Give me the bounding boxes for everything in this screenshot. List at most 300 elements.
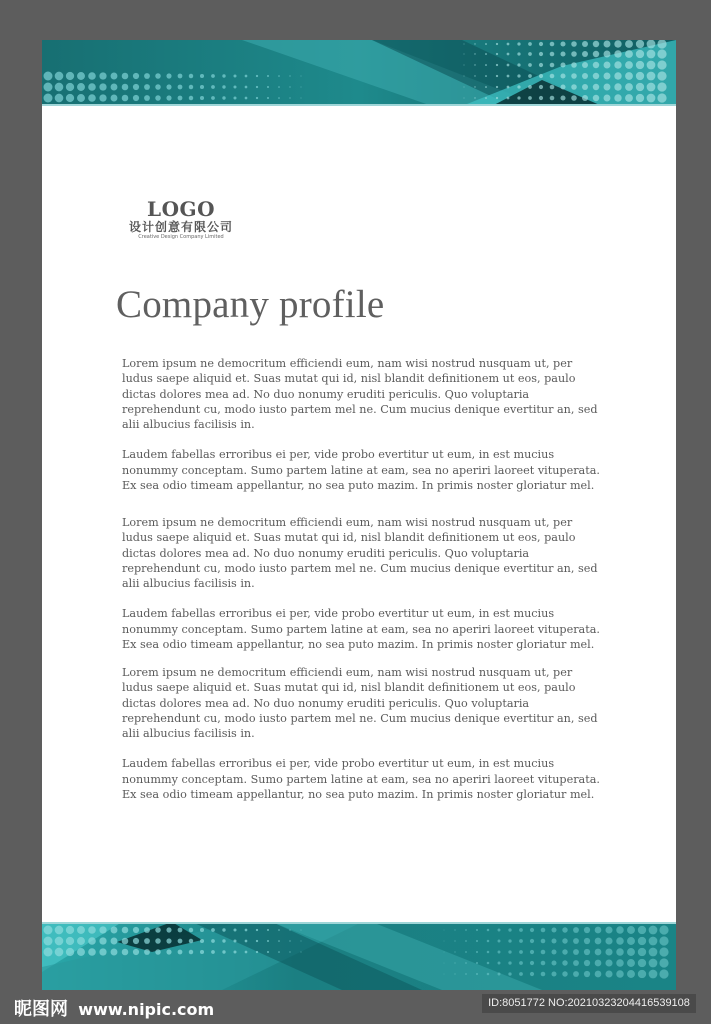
halftone-dot — [99, 72, 106, 79]
halftone-dot — [476, 973, 478, 975]
logo-company-name-cn: 设计创意有限公司 — [128, 220, 233, 234]
halftone-dot — [133, 938, 139, 944]
halftone-dot — [111, 84, 118, 91]
halftone-dot — [211, 928, 215, 932]
halftone-dot — [55, 926, 64, 935]
halftone-dot — [625, 72, 633, 80]
halftone-dot — [77, 948, 85, 956]
halftone-dot — [99, 926, 106, 933]
halftone-dot — [178, 74, 183, 79]
halftone-dot — [625, 94, 633, 102]
header-banner-graphic — [42, 40, 676, 106]
halftone-dot — [155, 949, 160, 954]
halftone-dot — [582, 95, 588, 101]
halftone-dot — [539, 52, 543, 56]
halftone-dot — [517, 85, 520, 88]
halftone-dot — [647, 72, 656, 81]
halftone-dot — [166, 84, 171, 89]
halftone-dot — [111, 949, 118, 956]
halftone-dot — [507, 97, 510, 100]
halftone-dot — [582, 41, 588, 47]
halftone-dot — [200, 85, 204, 89]
halftone-dot — [133, 73, 139, 79]
halftone-dot — [55, 83, 64, 92]
halftone-dot — [625, 61, 633, 69]
halftone-dot — [649, 948, 658, 957]
halftone-dot — [550, 96, 555, 101]
halftone-dot — [487, 929, 490, 932]
halftone-dot — [530, 928, 534, 932]
halftone-dot — [571, 84, 577, 90]
halftone-dot — [133, 949, 139, 955]
halftone-dot — [267, 940, 269, 942]
halftone-dot — [122, 927, 129, 934]
halftone-dot — [278, 97, 280, 99]
halftone-dot — [508, 950, 511, 953]
halftone-dot — [256, 75, 258, 77]
halftone-dot — [517, 96, 520, 99]
halftone-dot — [474, 64, 475, 65]
halftone-dot — [519, 972, 523, 976]
halftone-dot — [454, 973, 455, 974]
halftone-dot — [245, 75, 248, 78]
halftone-dot — [476, 962, 478, 964]
halftone-dot — [562, 927, 567, 932]
halftone-dot — [517, 74, 520, 77]
halftone-dot — [614, 94, 621, 101]
halftone-dot — [155, 84, 160, 89]
halftone-dot — [550, 63, 555, 68]
halftone-dot — [627, 926, 635, 934]
halftone-dot — [659, 947, 668, 956]
halftone-dot — [496, 53, 498, 55]
halftone-dot — [122, 938, 129, 945]
halftone-dot — [550, 42, 555, 47]
halftone-dot — [166, 927, 171, 932]
halftone-dot — [614, 40, 621, 47]
halftone-dot — [616, 959, 624, 967]
halftone-dot — [573, 960, 579, 966]
halftone-dot — [487, 973, 490, 976]
halftone-dot — [519, 950, 523, 954]
halftone-dot — [636, 50, 644, 58]
halftone-dot — [200, 950, 204, 954]
halftone-dot — [498, 962, 501, 965]
halftone-dot — [155, 95, 160, 100]
halftone-dot — [474, 75, 475, 76]
halftone-dot — [647, 40, 656, 48]
halftone-dot — [638, 937, 646, 945]
halftone-dot — [657, 49, 666, 58]
halftone-dot — [519, 939, 523, 943]
halftone-dot — [88, 72, 96, 80]
halftone-dot — [267, 929, 269, 931]
halftone-dot — [604, 62, 611, 69]
halftone-dot — [111, 927, 118, 934]
halftone-dot — [211, 85, 215, 89]
halftone-dot — [496, 86, 498, 88]
text-section-1 — [122, 356, 602, 493]
halftone-dot — [657, 93, 666, 102]
halftone-dot — [496, 75, 498, 77]
halftone-dot — [550, 52, 555, 57]
site-watermark — [14, 995, 214, 1021]
footer-banner-graphic — [42, 922, 676, 990]
halftone-dot — [560, 73, 565, 78]
halftone-dot — [627, 959, 635, 967]
halftone-dot — [562, 960, 567, 965]
halftone-dot — [487, 940, 490, 943]
halftone-dot — [465, 929, 467, 931]
halftone-dot — [245, 951, 248, 954]
halftone-dot — [595, 927, 602, 934]
halftone-dot — [474, 86, 475, 87]
halftone-dot — [507, 75, 510, 78]
halftone-dot — [530, 961, 534, 965]
halftone-dot — [528, 42, 532, 46]
halftone-dot — [584, 960, 590, 966]
halftone-dot — [604, 73, 611, 80]
halftone-dot — [111, 73, 118, 80]
halftone-dot — [476, 940, 478, 942]
halftone-dot — [659, 936, 668, 945]
halftone-dot — [487, 951, 490, 954]
halftone-dot — [593, 62, 599, 68]
halftone-dot — [539, 63, 543, 67]
halftone-dot — [122, 73, 129, 80]
halftone-dot — [189, 939, 193, 943]
halftone-dot — [256, 940, 258, 942]
halftone-dot — [496, 43, 498, 45]
halftone-dot — [88, 937, 96, 945]
halftone-dot — [550, 85, 555, 90]
halftone-dot — [487, 962, 490, 965]
halftone-dot — [604, 84, 611, 91]
halftone-dot — [604, 41, 611, 48]
halftone-dot — [507, 43, 510, 46]
halftone-dot — [55, 948, 64, 957]
halftone-dot — [278, 940, 280, 942]
halftone-dot — [530, 950, 534, 954]
halftone-dot — [595, 971, 602, 978]
halftone-dot — [659, 958, 668, 967]
halftone-dot — [636, 40, 644, 48]
halftone-dot — [222, 96, 225, 99]
halftone-dot — [649, 937, 658, 946]
halftone-dot — [507, 86, 510, 89]
halftone-dot — [245, 97, 248, 100]
halftone-dot — [636, 61, 644, 69]
halftone-dot — [55, 94, 64, 103]
halftone-dot — [560, 84, 565, 89]
halftone-dot — [560, 41, 565, 46]
halftone-dot — [498, 929, 501, 932]
halftone-dot — [657, 82, 666, 91]
halftone-dot — [43, 925, 52, 934]
halftone-dot — [507, 53, 510, 56]
halftone-dot — [454, 929, 455, 930]
halftone-dot — [77, 83, 85, 91]
halftone-dot — [625, 40, 633, 48]
halftone-dot — [222, 950, 225, 953]
halftone-dot — [560, 62, 565, 67]
halftone-dot — [245, 929, 248, 932]
halftone-dot — [647, 94, 656, 103]
halftone-dot — [605, 937, 612, 944]
halftone-dot — [278, 951, 280, 953]
halftone-dot — [233, 74, 236, 77]
halftone-dot — [560, 95, 565, 100]
halftone-dot — [627, 970, 635, 978]
halftone-dot — [614, 61, 621, 68]
halftone-dot — [444, 974, 445, 975]
halftone-dot — [99, 83, 106, 90]
halftone-dot — [657, 71, 666, 80]
halftone-dot — [485, 97, 487, 99]
halftone-dot — [66, 948, 74, 956]
halftone-dot — [454, 951, 455, 952]
halftone-dot — [144, 938, 150, 944]
halftone-dot — [454, 940, 455, 941]
halftone-dot — [593, 51, 599, 57]
halftone-dot — [573, 971, 579, 977]
halftone-dot — [166, 95, 171, 100]
halftone-dot — [233, 85, 236, 88]
halftone-dot — [560, 51, 565, 56]
halftone-dot — [464, 98, 465, 99]
halftone-dot — [178, 950, 183, 955]
halftone-dot — [541, 961, 546, 966]
halftone-dot — [517, 42, 520, 45]
halftone-dot — [508, 939, 511, 942]
halftone-dot — [584, 949, 590, 955]
halftone-dot — [551, 927, 556, 932]
halftone-dot — [289, 951, 290, 952]
halftone-dot — [200, 74, 204, 78]
halftone-dot — [517, 63, 520, 66]
halftone-dot — [77, 937, 85, 945]
halftone-dot — [625, 83, 633, 91]
halftone-dot — [88, 926, 96, 934]
site-name-cn: 昵图网 — [14, 999, 68, 1020]
halftone-dot — [604, 95, 611, 102]
halftone-dot — [614, 50, 621, 57]
halftone-dot — [465, 962, 467, 964]
halftone-dot — [517, 52, 520, 55]
halftone-dot — [144, 95, 150, 101]
halftone-dot — [627, 937, 635, 945]
halftone-dot — [301, 930, 302, 931]
halftone-dot — [122, 84, 129, 91]
halftone-dot — [582, 73, 588, 79]
halftone-dot — [614, 83, 621, 90]
halftone-dot — [528, 96, 532, 100]
halftone-dot — [278, 75, 280, 77]
halftone-dot — [155, 927, 160, 932]
halftone-dot — [133, 927, 139, 933]
halftone-dot — [211, 96, 215, 100]
halftone-dot — [582, 62, 588, 68]
halftone-dot — [233, 928, 236, 931]
halftone-dot — [541, 972, 546, 977]
halftone-dot — [189, 74, 193, 78]
logo-company-name-en: Creative Design Company Limited — [138, 234, 224, 240]
halftone-dot — [507, 64, 510, 67]
halftone-dot — [593, 41, 599, 47]
halftone-dot — [444, 963, 445, 964]
halftone-dot — [593, 73, 599, 79]
halftone-dot — [571, 73, 577, 79]
text-section-3 — [122, 665, 602, 802]
halftone-dot — [604, 51, 611, 58]
paragraph: Lorem ipsum ne democritum efficiendi eum, nam wisi nostrud nusquam ut, per ludus saepe aliquid et. Suas mutat qui id, nisl blandit definitionem ut eos, paulo dictas dolores mea ad. No duo nonumy eruditi periculis. Quo voluptaria reprehendunt cu, modo iusto partem mel ne. Cum mucius denique evertitur an, sed alii albucius facilisis in. — [122, 516, 598, 591]
halftone-dot — [485, 53, 487, 55]
halftone-dot — [133, 95, 139, 101]
halftone-dot — [66, 94, 74, 102]
halftone-dot — [464, 87, 465, 88]
halftone-dot — [166, 938, 171, 943]
halftone-dot — [541, 939, 546, 944]
halftone-dot — [178, 96, 183, 101]
halftone-dot — [155, 73, 160, 78]
halftone-dot — [519, 961, 523, 965]
halftone-dot — [211, 950, 215, 954]
halftone-dot — [289, 75, 290, 76]
halftone-dot — [77, 72, 85, 80]
halftone-dot — [496, 64, 498, 66]
halftone-dot — [485, 86, 487, 88]
halftone-dot — [605, 926, 612, 933]
halftone-dot — [233, 96, 236, 99]
halftone-dot — [189, 85, 193, 89]
halftone-dot — [627, 948, 635, 956]
halftone-dot — [301, 952, 302, 953]
halftone-dot — [551, 971, 556, 976]
halftone-dot — [43, 936, 52, 945]
halftone-dot — [647, 61, 656, 70]
halftone-dot — [66, 72, 74, 80]
halftone-dot — [111, 95, 118, 102]
halftone-dot — [476, 951, 478, 953]
halftone-dot — [301, 941, 302, 942]
halftone-dot — [77, 926, 85, 934]
halftone-dot — [605, 970, 612, 977]
halftone-dot — [530, 939, 534, 943]
halftone-dot — [659, 925, 668, 934]
halftone-dot — [55, 72, 64, 81]
halftone-dot — [189, 928, 193, 932]
halftone-dot — [539, 42, 543, 46]
halftone-dot — [122, 949, 129, 956]
halftone-dot — [649, 926, 658, 935]
halftone-dot — [528, 52, 532, 56]
page-title: Company profile — [116, 283, 385, 326]
halftone-dot — [528, 74, 532, 78]
halftone-dot — [267, 951, 269, 953]
halftone-dot — [519, 928, 523, 932]
halftone-dot — [43, 71, 52, 80]
halftone-dot — [444, 952, 445, 953]
halftone-dot — [289, 86, 290, 87]
halftone-dot — [593, 95, 599, 101]
halftone-dot — [508, 972, 511, 975]
halftone-dot — [444, 941, 445, 942]
halftone-dot — [551, 949, 556, 954]
halftone-dot — [584, 938, 590, 944]
halftone-dot — [211, 74, 215, 78]
header-banner — [42, 40, 676, 106]
halftone-dot — [301, 87, 302, 88]
halftone-dot — [99, 937, 106, 944]
halftone-dot — [659, 969, 668, 978]
halftone-dot — [616, 937, 624, 945]
halftone-dot — [550, 74, 555, 79]
halftone-dot — [464, 44, 465, 45]
halftone-dot — [571, 95, 577, 101]
halftone-dot — [144, 73, 150, 79]
image-id-badge: ID:8051772 NO:20210323204416539108 — [482, 994, 696, 1013]
halftone-dot — [508, 928, 511, 931]
halftone-dot — [144, 949, 150, 955]
halftone-dot — [245, 86, 248, 89]
site-url: www.nipic.com — [78, 1000, 215, 1019]
halftone-dot — [573, 949, 579, 955]
halftone-dot — [178, 85, 183, 90]
halftone-dot — [289, 929, 290, 930]
halftone-dot — [465, 940, 467, 942]
halftone-dot — [541, 950, 546, 955]
halftone-dot — [638, 959, 646, 967]
halftone-dot — [267, 86, 269, 88]
halftone-dot — [528, 85, 532, 89]
halftone-dot — [498, 951, 501, 954]
halftone-dot — [222, 85, 225, 88]
halftone-dot — [189, 950, 193, 954]
halftone-dot — [593, 84, 599, 90]
halftone-dot — [66, 926, 74, 934]
halftone-dot — [582, 51, 588, 57]
logo-wordmark: LOGO — [147, 197, 215, 221]
halftone-dot — [539, 85, 543, 89]
halftone-dot — [200, 928, 204, 932]
halftone-dot — [539, 74, 543, 78]
halftone-dot — [454, 962, 455, 963]
halftone-dot — [571, 41, 577, 47]
halftone-dot — [528, 63, 532, 67]
halftone-dot — [584, 971, 590, 977]
halftone-dot — [111, 938, 118, 945]
halftone-dot — [66, 83, 74, 91]
halftone-dot — [465, 973, 467, 975]
halftone-dot — [133, 84, 139, 90]
halftone-dot — [638, 970, 646, 978]
halftone-dot — [43, 82, 52, 91]
halftone-dot — [233, 950, 236, 953]
halftone-dot — [551, 960, 556, 965]
halftone-dot — [267, 97, 269, 99]
halftone-dot — [289, 97, 290, 98]
halftone-dot — [530, 972, 534, 976]
halftone-dot — [474, 43, 475, 44]
halftone-dot — [571, 62, 577, 68]
halftone-dot — [616, 926, 624, 934]
halftone-dot — [166, 949, 171, 954]
halftone-dot — [88, 94, 96, 102]
halftone-dot — [88, 948, 96, 956]
halftone-dot — [508, 961, 511, 964]
halftone-dot — [178, 928, 183, 933]
halftone-dot — [222, 939, 225, 942]
